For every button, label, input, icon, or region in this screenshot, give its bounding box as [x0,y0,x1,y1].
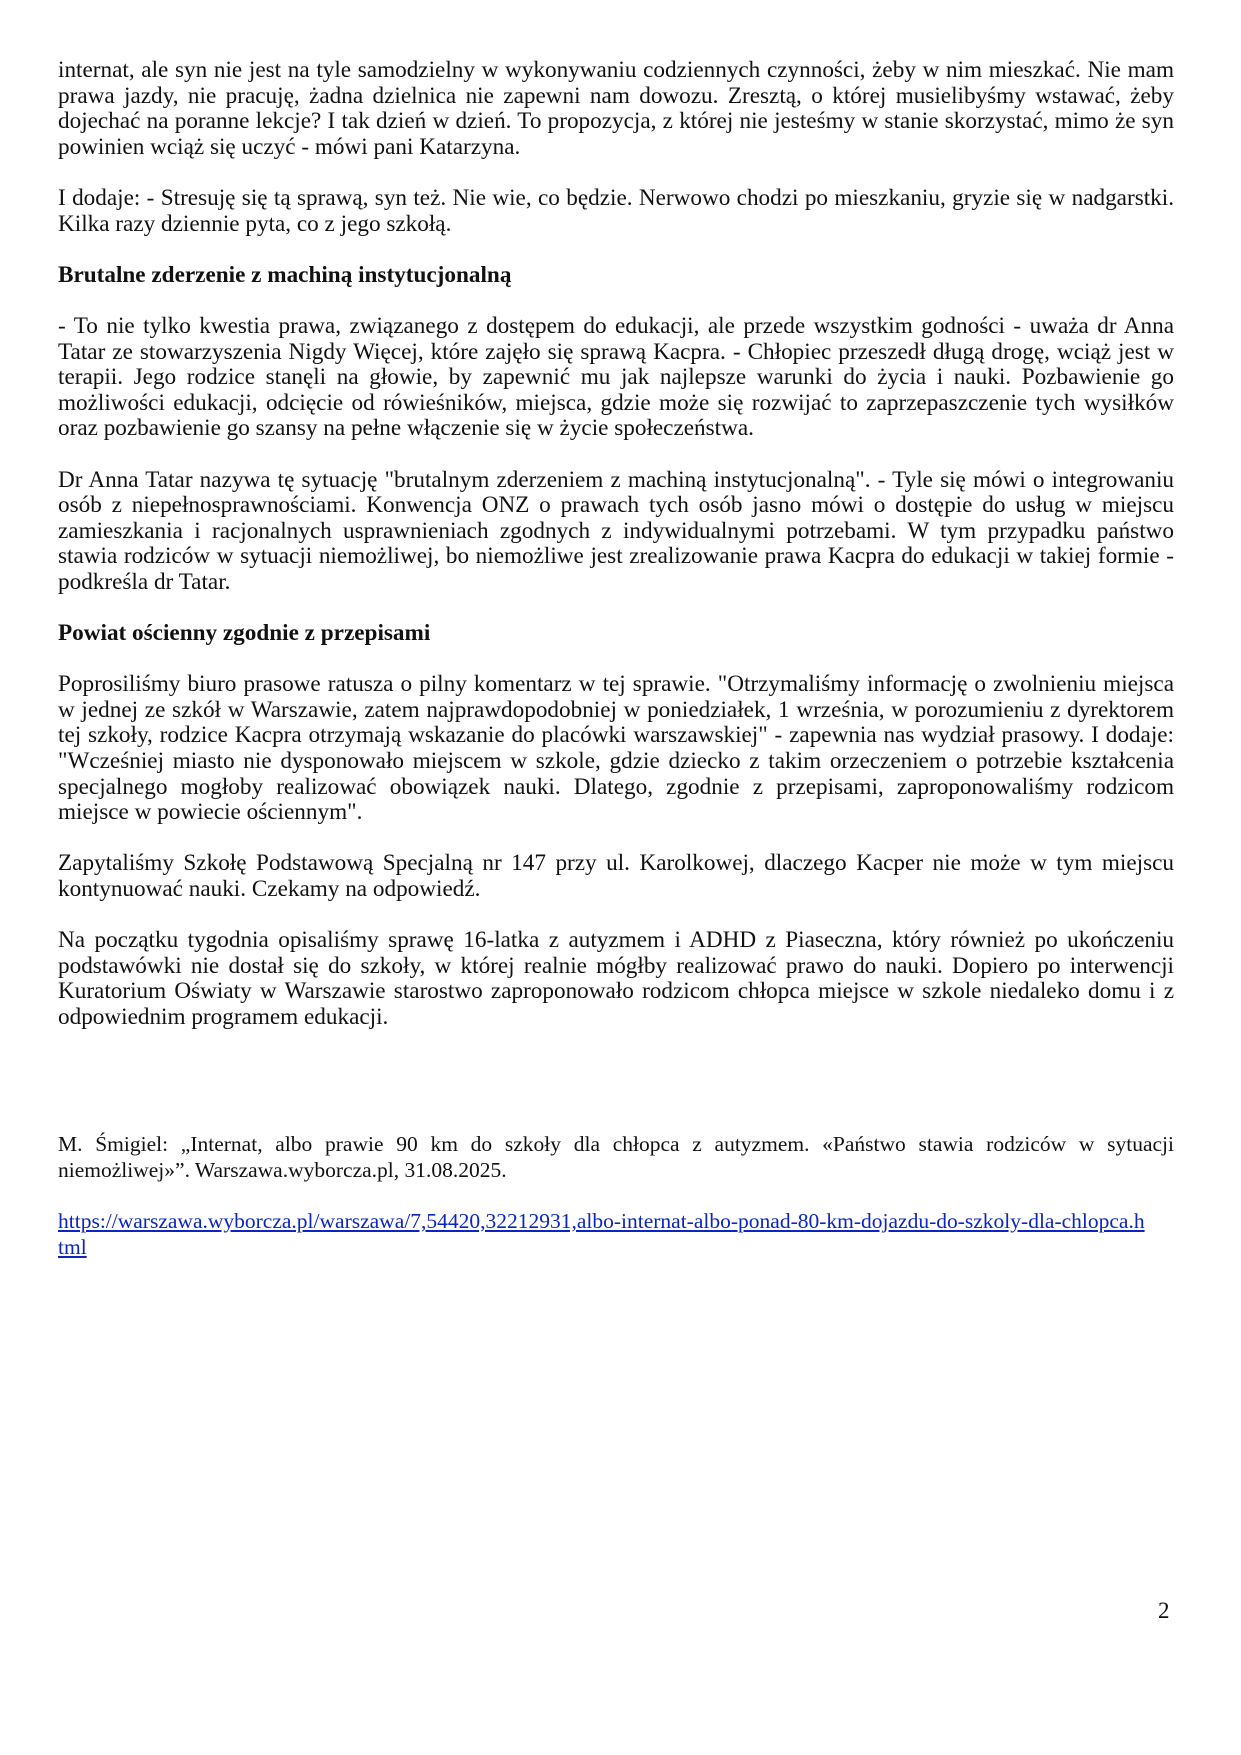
paragraph-tatar-dignity: - To nie tylko kwestia prawa, związanego z dostępem do edukacji, ale przede wszystkim godności - uważa dr Anna Tatar ze stowarzyszenia Nigdy Więcej, które zajęło się sprawą Kacpra. - Chłopiec przeszedł długą drogę, wciąż jest w terapii. Jego rodzice stanęli na głowie, by zapewnić mu jak najlepsze warunki do życia i nauki. Pozbawienie go możliwości edukacji, odcięcie od rówieśników, miejsca, gdzie może się rozwijać to zaprzepaszczenie tych wysiłków oraz pozbawienie go szansy na pełne włączenie się w życie społeczeństwa. [58,312,1174,442]
source-citation: M. Śmigiel: „Internat, albo prawie 90 km do szkoły dla chłopca z autyzmem. «Państwo stawia rodziców w sytuacji niemożliwej»”. Warszawa.wyborcza.pl, 31.08.2025. [58,1132,1174,1182]
spacer [58,1056,1174,1132]
paragraph-mother-stress: I dodaje: - Stresuję się tą sprawą, syn też. Nie wie, co będzie. Nerwowo chodzi po mieszkaniu, gryzie się w nadgarstki. Kilka razy dziennie pyta, co z jego szkołą. [58,184,1174,237]
section-heading-brutal-collision: Brutalne zderzenie z machiną instytucjonalną [58,261,512,288]
paragraph-school-question: Zapytaliśmy Szkołę Podstawową Specjalną nr 147 przy ul. Karolkowej, dlaczego Kacper nie może w tym miejscu kontynuować nauki. Czekamy na odpowiedź. [58,850,1174,902]
paragraph-tatar-un-convention: Dr Anna Tatar nazywa tę sytuację "brutalnym zderzeniem z machiną instytucjonalną". - Tyle się mówi o integrowaniu osób z niepełnosprawnościami. Konwencja ONZ o prawach tych osób jasno mówi o dostępie do usług w miejscu zamieszkania i racjonalnych usprawnieniach zgodnych z indywidualnymi potrzebami. W tym przypadku państwo stawia rodziców w sytuacji niemożliwej, bo niemożliwe jest zrealizowanie prawa Kacpra do edukacji w takiej formie - podkreśla dr Tatar. [58,466,1174,595]
document-page [58,58,1174,1260]
section-heading-neighbouring-county: Powiat ościenny zgodnie z przepisami [58,620,431,647]
paragraph-piaseczno-case: Na początku tygodnia opisaliśmy sprawę 16-latka z autyzmem i ADHD z Piaseczna, który również po ukończeniu podstawówki nie dostał się do szkoły, w której realnie mógłby realizować prawo do nauki. Dopiero po interwencji Kuratorium Oświaty w Warszawie starostwo zaproponowało rodzicom chłopca miejsce w szkole niedaleko domu i z odpowiednim programem edukacji. [58,927,1174,1030]
paragraph-intro-quote: internat, ale syn nie jest na tyle samodzielny w wykonywaniu codziennych czynności, żeby w nim mieszkać. Nie mam prawa jazdy, nie pracuję, żadna dzielnica nie zapewni nam dowozu. Zresztą, o której musielibyśmy wstawać, żeby dojechać na poranne lekcje? I tak dzień w dzień. To propozycja, z której nie jesteśmy w stanie skorzystać, mimo że syn powinien wciąż się uczyć - mówi pani Katarzyna. [58,57,1174,160]
paragraph-city-hall-response: Poprosiliśmy biuro prasowe ratusza o pilny komentarz w tej sprawie. "Otrzymaliśmy informację o zwolnieniu miejsca w jednej ze szkół w Warszawie, zatem najprawdopodobniej w poniedziałek, 1 września, w porozumieniu z dyrektorem tej szkoły, rodzice Kacpra otrzymają wskazanie do placówki warszawskiej" - zapewnia nas wydział prasowy. I dodaje: "Wcześniej miasto nie dysponowało miejscem w szkole, gdzie dziecko z takim orzeczeniem o potrzebie kształcenia specjalnego mogłoby realizować obowiązek nauki. Dlatego, zgodnie z przepisami, zaproponowaliśmy rodzicom miejsce w powiecie ościennym". [58,671,1174,826]
page-number: 2 [1158,1598,1170,1623]
source-link[interactable]: https://warszawa.wyborcza.pl/warszawa/7,54420,32212931,albo-internat-albo-ponad-80-km-dojazdu-do-szkoly-dla-chlopca.html [58,1208,1145,1259]
